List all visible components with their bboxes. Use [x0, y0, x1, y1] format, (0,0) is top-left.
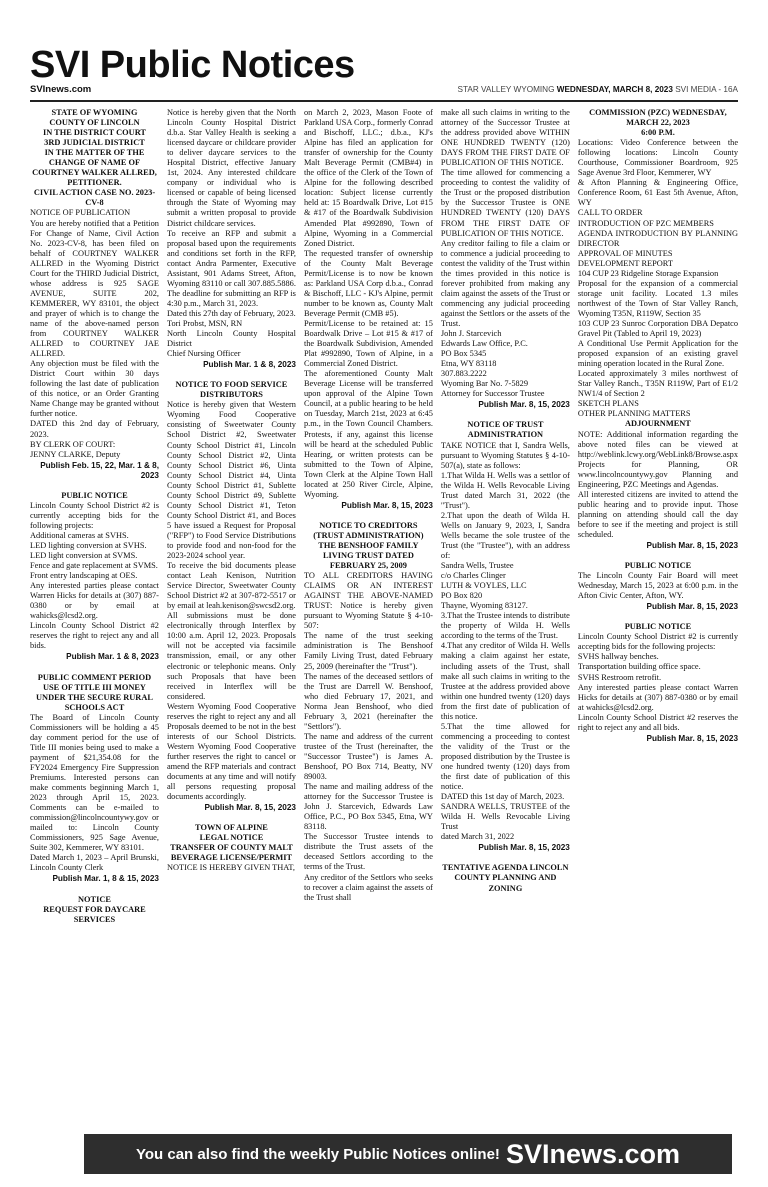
- header-rule: [30, 100, 738, 102]
- footer-url-link[interactable]: SVInews.com: [505, 1138, 681, 1169]
- notice-text: Western Wyoming Food Cooperative reserves the right to reject any and all Proposals deemed to be not in the best interests of our School Districts. Western Wyoming Food Cooperative further reserves the right to cancel or amend the RFP materials and contract documents at any time and will notify all persons requesting proposal documents accordingly.: [166, 701, 296, 802]
- dateline-date: WEDNESDAY, MARCH 8, 2023: [556, 85, 673, 94]
- notice-text: Any interested parties please contact Warren Hicks for details at (307) 887-0380 or by email at wahicks@lcsd2.org.: [30, 581, 159, 621]
- notice-text: c/o Charles Clinger: [440, 571, 506, 581]
- notice-text: Any creditor failing to file a claim or to commence a judicial proceeding to contest the validity of the Trust within the times provided in this notice is forever prohibited from making any claim against the assets of the Trust or commencing any judicial proceeding against the Settlors or the assets of the Trust.: [440, 238, 570, 328]
- notice-text: DEVELOPMENT REPORT: [577, 258, 673, 268]
- notice-text: SVHS hallway benches.: [577, 652, 659, 662]
- dateline-location: STAR VALLEY WYOMING: [457, 85, 555, 94]
- footer-banner: [84, 1134, 732, 1174]
- notice-text: LED lighting conversion at SVHS.: [30, 540, 147, 550]
- notice-heading: REQUEST FOR DAYCARE SERVICES: [43, 904, 146, 924]
- notice-text: Any creditor of the Settlors who seeks to recover a claim against the assets of the Trust shall: [303, 872, 433, 902]
- publish-line: Publish Mar. 8, 15, 2023: [478, 400, 570, 410]
- notice-text: AGENDA INTRODUCTION BY PLANNING DIRECTOR: [577, 228, 739, 248]
- notice-text: North Lincoln County Hospital District: [166, 329, 296, 349]
- notice-text: Tori Probst, MSN, RN: [166, 318, 243, 328]
- notice-text: The Lincoln County Fair Board will meet Wednesday, March 15, 2023 at 6:00 p.m. in the Afton Civic Center, Afton, WY.: [577, 571, 739, 601]
- notice-text: Wyoming Bar No. 7-5829: [440, 379, 529, 389]
- notice-text: Dated March 1, 2023 – April Brunski, Lincoln County Clerk: [30, 853, 159, 873]
- notice-text: dated March 31, 2022: [440, 832, 515, 842]
- notice-text: The names of the deceased settlors of the Trust are Darrell W. Benshoof, who died February 17, 2021, and Norma Jean Benshoof, who died February 3, 2021 (hereinafter the "Settlors").: [303, 671, 433, 731]
- notice-text: The name and address of the current trustee of the Trust (hereinafter, the "Successor Trustee") is James A. Benshoof, PO Box 714, Beatty, NV 89003.: [303, 731, 433, 782]
- notice-text: CALL TO ORDER: [577, 208, 643, 218]
- notice-text: 4.That any creditor of Wilda H. Wells making a claim against her estate, including assets of the Trust, shall make all such claims in writing to the Trustee at the address provided above within one hundred twenty (120) days from the first date of publication of this notice.: [440, 641, 570, 721]
- notice-column-3: [304, 108, 433, 1133]
- notice-text: PO Box 5345: [440, 349, 487, 359]
- notice-text: 103 CUP 23 Sunroc Corporation DBA Depatco Gravel Pit (Tabled to April 19, 2023): [577, 318, 739, 339]
- notice-text: Notice is hereby given that Western Wyoming Food Cooperative consisting of Sweetwater County School District #2, Sweetwater County School District #1, Lincoln County School District #2, Uinta County School District #6, Uinta County School District #4, Uinta County School District #1, Sublette County School District #9, Sublette County School District #1, Teton County School District #1, and Boces 5 have issued a Request for Proposal ("RFP") to Food Service Distributions to provide food and non-food for the 2023-2024 school year.: [166, 400, 296, 561]
- notice-text: Chief Nursing Officer: [166, 349, 241, 359]
- notice-text: 104 CUP 23 Ridgeline Storage Expansion: [577, 268, 719, 278]
- notice-text: OTHER PLANNING MATTERS: [577, 409, 691, 419]
- notice-text: Any objection must be filed with the District Court within 30 days following the last date of publication of this notice, or an Order Granting Name Change may be granted without further notice.: [30, 359, 159, 419]
- notice-text: Any interested parties please contact Warren Hicks for details at (307) 887-0380 or by email at wahicks@lcsd2.org.: [577, 682, 739, 712]
- notice-text: You are hereby notified that a Petition For Change of Name, Civil Action No. 2023-CV-8, has been filed on behalf of COURTNEY WALKER ALLRED in the Wyoming District Court for the THIRD Judicial District, whose address is 925 SAGE AVENUE, SUITE 202, KEMMERER, WY 83101, the object and prayer of which is to change the name of the above-named person from COURTNEY WALKER ALLRED to COURTNEY JAE ALLRED.: [30, 218, 159, 359]
- page-title: SVI Public Notices: [30, 44, 355, 86]
- notice-heading: TOWN OF ALPINE: [195, 823, 268, 833]
- publish-line: Publish Mar. 8, 15, 2023: [204, 803, 296, 813]
- footer-message: You can also find the weekly Public Notices online!: [135, 1145, 500, 1163]
- notice-text: Permit/License to be retained at: 15 Boardwalk Drive – Lot #15 & #17 of the Boardwalk Subdivision, Amended Plat #992890, Town of Alpine, in a Commercial Zoned District.: [303, 318, 433, 369]
- publish-line: Publish Mar. 8, 15, 2023: [646, 541, 739, 551]
- notice-text: Sandra Wells, Trustee: [440, 561, 514, 571]
- publish-line: Publish Mar. 1, 8 & 15, 2023: [52, 874, 159, 884]
- site-name: SVInews.com: [30, 84, 92, 95]
- publish-line: Publish Mar. 8, 15, 2023: [646, 733, 739, 743]
- notice-text: SVHS Restroom retrofit.: [577, 672, 662, 682]
- notice-text: DATED this 2nd day of February, 2023.: [30, 419, 159, 439]
- notice-text: Fence and gate replacement at SVMS.: [30, 561, 158, 571]
- notice-heading: NOTICE TO CREDITORS (TRUST ADMINISTRATION) THE BENSHOOF FAMILY LIVING TRUST DATED FEBRUARY 25, 2009: [313, 520, 424, 571]
- notice-text: Notice is hereby given that the North Lincoln County Hospital District d.b.a. Star Valley Health is seeking a licensed daycare or childcare provider to deliver daycare services to the Hospital District, effective January 1st, 2024. Any interested childcare company or individual who is licensed or capable of being licensed through the State of Wyoming may submit a written proposal to provide District childcare services.: [166, 108, 296, 228]
- notice-text: Proposal for the expansion of a commercial storage unit facility. Located 1.3 miles northwest of the Town of Star Valley Ranch, Wyoming T35N, R119W, Section 35: [577, 278, 739, 318]
- publish-line: Publish Mar. 8, 15, 2023: [341, 500, 433, 510]
- notice-text: 1.That Wilda H. Wells was a settlor of the Wilda H. Wells Revocable Living Trust dated March 31, 2022 (the "Trust").: [440, 470, 570, 510]
- notice-heading: IN THE DISTRICT COURT: [42, 128, 146, 138]
- notice-heading: PUBLIC COMMENT PERIOD USE OF TITLE III MONEY UNDER THE SECURE RURAL SCHOOLS ACT: [36, 672, 153, 712]
- notice-text: LED light conversion at SVMS.: [30, 551, 138, 561]
- notice-text: To receive an RFP and submit a proposal based upon the requirements and conditions set forth in the RFP, contact Andra Parmenter, Executive Assistant, 901 Adams Street, Afton, Wyoming 83110 or call 307.885.5886. The deadline for submitting an RFP is 4:30 p.m., March 31, 2023.: [166, 228, 296, 308]
- notice-text: Additional cameras at SVHS.: [30, 530, 129, 540]
- notice-heading: NOTICE: [78, 894, 111, 904]
- notice-text: Attorney for Successor Trustee: [440, 389, 545, 399]
- publish-line: Publish Mar. 1 & 8, 2023: [203, 360, 296, 370]
- notice-text: APPROVAL OF MINUTES: [577, 248, 673, 258]
- notice-text: 307.883.2222: [440, 369, 487, 379]
- notice-heading: TENTATIVE AGENDA LINCOLN COUNTY PLANNING AND ZONING: [442, 863, 569, 893]
- notice-text: The aforementioned County Malt Beverage License will be transferred upon approval of the Alpine Town Council, at a public hearing to be held on Tuesday, March 21st, 2023 at 6:45 p.m., in the Town Council Chambers. Protests, if any, against this license will be heard at the scheduled Public Hearing, or written protests can be submitted to the Town of Alpine, Town Clerk at the Alpine Town Hall located at 250 River Circle, Alpine, Wyoming.: [303, 369, 433, 499]
- notice-text: The Successor Trustee intends to distribute the Trust assets of the deceased Settlors according to the terms of the Trust.: [303, 832, 433, 872]
- notice-text: BY CLERK OF COURT:: [30, 439, 116, 449]
- notice-heading: IN THE MATTER OF THE CHANGE OF NAME OF COURTNEY WALKER ALLRED, PETITIONER.: [32, 148, 157, 188]
- notice-text: Thayne, Wyoming 83127.: [440, 601, 528, 611]
- notice-text: SKETCH PLANS: [577, 399, 639, 409]
- notice-heading: PUBLIC NOTICE: [624, 561, 692, 571]
- notice-text: make all such claims in writing to the attorney of the Successor Trustee at the address provided above WITHIN ONE HUNDRED TWENTY (120) DAYS FROM THE FIRST DATE OF PUBLICATION OF THIS NOTICE.: [440, 108, 570, 168]
- notice-heading: CIVIL ACTION CASE NO. 2023-CV-8: [33, 188, 156, 208]
- notice-text: NOTICE IS HEREBY GIVEN THAT,: [166, 863, 295, 873]
- notice-column-4: [441, 108, 570, 1133]
- notice-text: DATED this 1st day of March, 2023.: [440, 792, 565, 802]
- notice-text: The name and mailing address of the attorney for the Successor Trustee is John J. Starcevich, Edwards Law Office, P.C., PO Box 5345, Etna, WY 83118.: [303, 782, 433, 832]
- dateline: [458, 85, 738, 94]
- notice-text: NOTE: Additional information regarding the above noted files can be viewed at http://weblink.lcwy.org/WebLink8/Browse.aspx Projects for Planning, OR www.lincolncountywy.gov Planning and Engineering, PZC Meetings and Agendas.: [577, 429, 739, 489]
- notice-heading: COMMISSION (PZC) WEDNESDAY, MARCH 22, 2023: [589, 108, 727, 128]
- notice-text: JENNY CLARKE, Deputy: [30, 449, 121, 459]
- dateline-section: SVI MEDIA - 16A: [675, 85, 738, 94]
- notice-text: Lincoln County School District #2 is currently accepting bids for the following projects:: [30, 500, 159, 530]
- notice-heading: STATE OF WYOMING: [51, 108, 138, 117]
- notice-text: Lincoln County School District #2 is currently accepting bids for the following projects:: [577, 632, 739, 652]
- notice-heading: COUNTY OF LINCOLN: [49, 118, 140, 128]
- notice-text: 5.That the time allowed for commencing a proceeding to contest the validity of the Trust or the proposed distribution by the Trustee is one hundred twenty (120) days from the first date of publication of this notice.: [440, 721, 570, 792]
- notice-text: INTRODUCTION OF PZC MEMBERS: [577, 218, 714, 228]
- notice-text: All submissions must be done electronically through Interflex by 10:00 a.m. April 12, 2023. Proposals will not be accepted via facsimile transmission, email, or any other electronic or telephonic means. Only such Proposals that have been received in Interflex will be considered.: [166, 611, 296, 701]
- notices-columns: [30, 108, 738, 1133]
- notice-heading: 6:00 P.M.: [641, 128, 675, 138]
- notice-text: Front entry landscaping at OES.: [30, 571, 138, 581]
- notice-text: Located approximately 3 miles northwest of Star Valley Ranch., T35N R119W, Part of E1/2 NW1/4 of Section 2: [577, 369, 739, 399]
- notice-column-5: [578, 108, 738, 1133]
- notice-text: 2.That upon the death of Wilda H. Wells on January 9, 2023, I, Sandra Wells became the sole trustee of the Trust (the "Trustee"), with an address of:: [440, 510, 570, 561]
- notice-text: TAKE NOTICE that I, Sandra Wells, pursuant to Wyoming Statutes § 4-10-507(a), state as follows:: [440, 440, 570, 470]
- publish-line: Publish Mar. 8, 15, 2023: [478, 843, 570, 853]
- notice-text: The requested transfer of ownership of the County Malt Beverage Permit/License is to now be known as: Parkland USA Corp d.b.a., Conrad & Bischoff, LLC - KJ's Alpine, permit number to be known as, County Malt Beverage Permit (CMB #5).: [303, 248, 433, 318]
- notice-text: & Afton Planning & Engineering Office, Conference Room, 61 East 5th Avenue, Afton, WY: [577, 178, 739, 208]
- notice-text: on March 2, 2023, Mason Foote of Parkland USA Corp., formerly Conrad and Bischoff, LLC.; d.b.a., KJ's Alpine has filed an application for transfer of ownership for the County Malt Beverage Permit (CMB#4) in the office of the Clerk of the Town of Alpine for the following described location: Subject license currently held at: 15 Boardwalk Drive, Lot #15 & #17 of the Boardwalk Subdivision Amended Plat #992890, Town of Alpine, Wyoming in a Commercial Zoned District.: [303, 108, 433, 248]
- notice-column-1: [30, 108, 159, 1133]
- notice-text: The name of the trust seeking administration is The Benshoof Family Living Trust, dated February 25, 2009 (hereinafter the "Trust").: [303, 631, 433, 671]
- notice-text: All interested citizens are invited to attend the public hearing and to provide input. Those planning on attending should call the day before to see if the meeting and project is still scheduled.: [577, 489, 739, 539]
- notice-text: Dated this 27th day of February, 2023.: [166, 308, 296, 318]
- notice-text: To receive the bid documents please contact Leah Kenison, Nutrition Service Director, Sweetwater County School District #2 at 307-872-5517 or by email at leah.kenison@swcsd2.org.: [166, 561, 296, 611]
- notice-heading: NOTICE TO FOOD SERVICE DISTRIBUTORS: [175, 380, 288, 400]
- notice-text: Etna, WY 83118: [440, 359, 497, 369]
- notice-text: A Conditional Use Permit Application for the proposed expansion of an existing gravel mining operation located in the Rural Zone.: [577, 339, 739, 369]
- notice-text: Lincoln County School District #2 reserves the right to reject any and all bids.: [30, 621, 159, 651]
- notice-column-2: [167, 108, 296, 1133]
- publish-line: Publish Feb. 15, 22, Mar. 1 & 8, 2023: [40, 460, 159, 480]
- notice-text: 3.That the Trustee intends to distribute the property of Wilda H. Wells according to the terms of the Trust.: [440, 611, 570, 641]
- publish-line: Publish Mar. 1 & 8, 2023: [66, 652, 159, 662]
- notice-heading: 3RD JUDICIAL DISTRICT: [44, 138, 145, 148]
- notice-text: Transportation building office space.: [577, 662, 701, 672]
- notice-heading: TRANSFER OF COUNTY MALT BEVERAGE LICENSE/PERMIT: [170, 843, 293, 863]
- notice-heading: NOTICE OF TRUST ADMINISTRATION: [467, 420, 544, 440]
- notice-text: Locations: Video Conference between the following locations: Lincoln County Courthouse, Commissioner Boardroom, 925 Sage Avenue 3rd Floor, Kemmerer, WY: [577, 138, 739, 178]
- notice-text: The Board of Lincoln County Commissioners will be holding a 45 day comment period for the use of Title III monies being used to make a payment of $21,354.08 for the FY2024 Emergency Fire Suppression Premiums. Interested persons can make comments beginning March 1, 2023 through April 15, 2023. Comments can be e-mailed to commission@lincolncountywy.gov or mailed to: Lincoln County Commissioners, 925 Sage Avenue, Suite 302, Kemmerer, WY 83101.: [30, 712, 159, 853]
- notice-text: LUTH & VOYLES, LLC: [440, 581, 527, 591]
- publish-line: Publish Mar. 8, 15, 2023: [646, 602, 739, 612]
- notice-text: NOTICE OF PUBLICATION: [30, 208, 131, 218]
- notice-text: PO Box 820: [440, 591, 483, 601]
- notice-text: TO ALL CREDITORS HAVING CLAIMS OR AN INTEREST AGAINST THE ABOVE-NAMED TRUST: Notice is hereby given pursuant to Wyoming Statute § 4-10-507:: [303, 571, 433, 631]
- notice-text: John J. Starcevich: [440, 329, 502, 339]
- notice-heading: PUBLIC NOTICE: [61, 490, 128, 500]
- notice-text: Edwards Law Office, P.C.: [440, 339, 528, 349]
- notice-text: Lincoln County School District #2 reserves the right to reject any and all bids.: [577, 712, 739, 732]
- notice-heading: PUBLIC NOTICE: [624, 622, 692, 632]
- notice-text: SANDRA WELLS, TRUSTEE of the Wilda H. Wells Revocable Living Trust: [440, 802, 570, 832]
- notice-heading: LEGAL NOTICE: [199, 833, 264, 843]
- notice-text: The time allowed for commencing a proceeding to contest the validity of the Trust or the proposed distribution by the Successor Trustee is ONE HUNDRED TWENTY (120) DAYS FROM THE FIRST DATE OF PUBLICATION OF THIS NOTICE.: [440, 168, 570, 238]
- notice-heading: ADJOURNMENT: [625, 419, 691, 429]
